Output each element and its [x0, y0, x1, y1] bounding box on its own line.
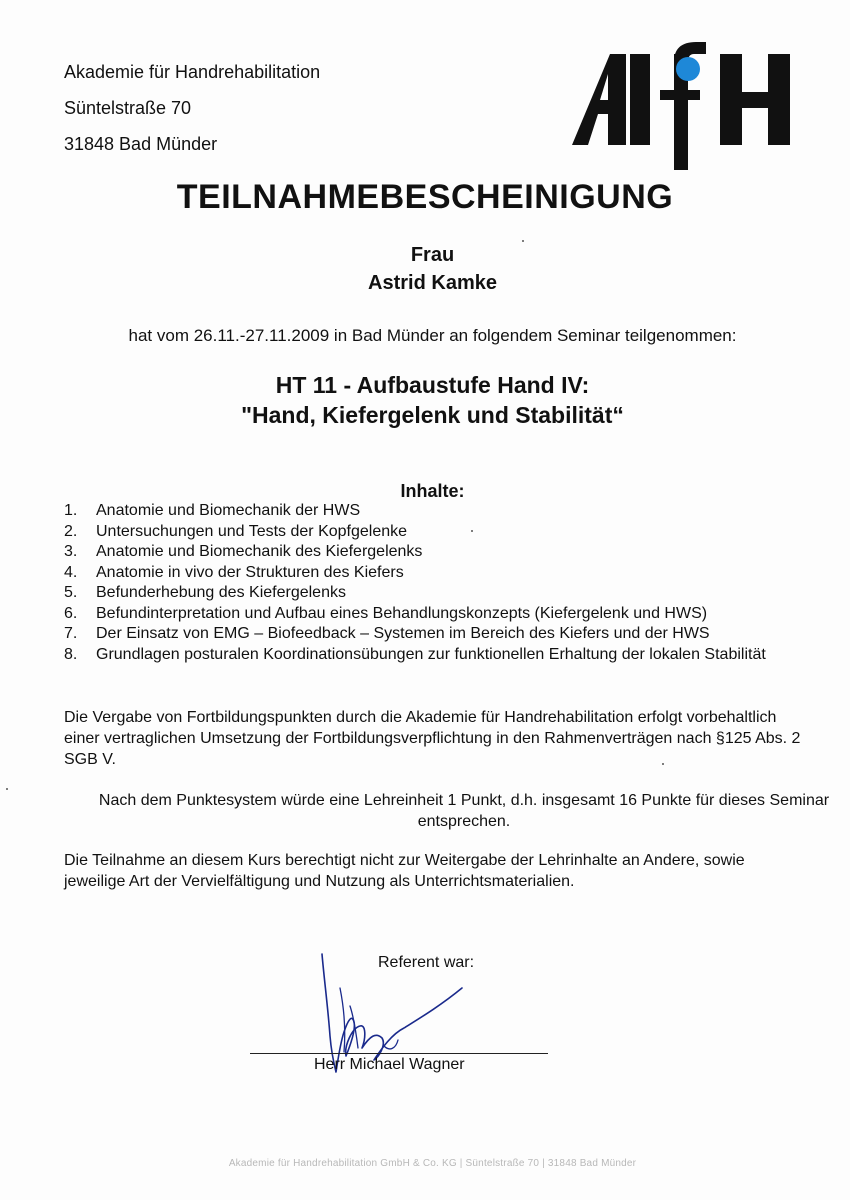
list-item [64, 583, 804, 604]
points-system-paragraph: Nach dem Punktesystem würde eine Lehreinheit 1 Punkt, d.h. insgesamt 16 Punkte für dieses Seminar entsprechen. [98, 792, 830, 830]
logo-dot [676, 57, 700, 81]
sender-street: Süntelstraße 70 [64, 98, 192, 118]
list-item-text: Anatomie und Biomechanik der HWS [96, 502, 361, 519]
list-item [64, 645, 804, 666]
contents-list [64, 501, 804, 665]
list-item-text: Untersuchungen und Tests der Kopfgelenke [96, 522, 408, 540]
list-item-number: 7. [64, 625, 78, 642]
list-item [64, 624, 804, 645]
list-item-number: 2. [64, 522, 78, 540]
signature-line [250, 1053, 548, 1054]
list-item [64, 604, 804, 625]
document-title: TEILNAHMEBESCHEINIGUNG [176, 178, 674, 216]
scan-speck [522, 240, 524, 242]
list-item-number: 6. [64, 604, 78, 622]
list-item [64, 501, 804, 522]
list-item-number: 5. [64, 584, 78, 601]
sender-name: Akademie für Handrehabilitation [64, 62, 321, 82]
usage-note-paragraph: Die Teilnahme an diesem Kurs berechtigt nicht zur Weitergabe der Lehrinhalte an Andere, sowie jeweilige Art der Vervielfältigung und Nutzung als Unterrichtsmaterialien. [64, 852, 745, 890]
list-item-text: Der Einsatz von EMG – Biofeedback – Systemen im Bereich des Kiefers und der HWS [96, 625, 710, 642]
logo-letter-a [572, 54, 626, 145]
seminar-title-line2: "Hand, Kiefergelenk und Stabilität“ [241, 402, 624, 428]
list-item-text: Befundinterpretation und Aufbau eines Behandlungskonzepts (Kiefergelenk und HWS) [96, 604, 708, 622]
seminar-title-line1: HT 11 - Aufbaustufe Hand IV: [275, 372, 590, 398]
attendance-statement: hat vom 26.11.-27.11.2009 in Bad Münder an folgendem Seminar teilgenommen: [128, 326, 737, 345]
list-item [64, 563, 804, 584]
list-item-number: 1. [64, 502, 78, 519]
list-item-text: Grundlagen posturalen Koordinationsübungen zur funktionellen Erhaltung der lokalen Stabilität [96, 645, 766, 663]
list-item-text: Befunderhebung des Kiefergelenks [96, 584, 346, 601]
footer-address: Akademie für Handrehabilitation GmbH & Co. KG | Süntelstraße 70 | 31848 Bad Münder [228, 1158, 637, 1169]
contents-heading: Inhalte: [400, 481, 465, 501]
scan-speck [6, 788, 8, 790]
list-item [64, 522, 804, 543]
sender-city: 31848 Bad Münder [64, 134, 218, 154]
list-item-number: 4. [64, 563, 78, 581]
list-item-number: 3. [64, 543, 78, 560]
points-condition-paragraph: Die Vergabe von Fortbildungspunkten durch die Akademie für Handrehabilitation erfolgt vorbehaltlich einer vertraglichen Umsetzung der Fortbildungsverpflichtung in den Rahmenverträgen nach §125 Abs. 2 SGB V. [64, 709, 801, 768]
scan-speck [662, 763, 664, 765]
sender-address [64, 54, 320, 162]
list-item-text: Anatomie in vivo der Strukturen des Kiefers [96, 563, 404, 581]
referent-name: Herr Michael Wagner [314, 1056, 465, 1073]
list-item-number: 8. [64, 645, 78, 663]
scan-speck [471, 530, 473, 532]
list-item [64, 542, 804, 563]
list-item-text: Anatomie und Biomechanik des Kiefergelenks [96, 543, 423, 560]
recipient-salutation: Frau [410, 244, 455, 266]
afh-logo [570, 40, 792, 170]
referent-label: Referent war: [378, 954, 475, 971]
recipient-name: Astrid Kamke [368, 272, 497, 294]
